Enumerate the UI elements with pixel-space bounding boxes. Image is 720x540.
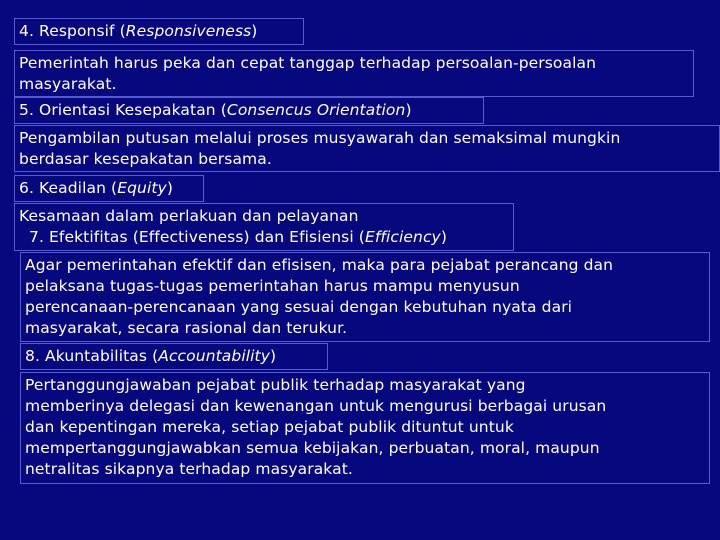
body-6-line-1: Kesamaan dalam perlakuan dan pelayanan (19, 207, 359, 225)
heading-8-text: 8. Akuntabilitas ( (25, 347, 159, 365)
heading-6: 6. Keadilan (Equity) (14, 175, 204, 202)
heading-5: 5. Orientasi Kesepakatan (Consencus Orientation) (14, 97, 484, 124)
body-5-line-1: Pengambilan putusan melalui proses musyawarah dan semaksimal mungkin (19, 129, 621, 147)
heading-6-text: 6. Keadilan ( (19, 179, 118, 197)
body-7-line-1: Agar pemerintahan efektif dan efisisen, maka para pejabat perancang dan (25, 256, 614, 274)
heading-4: 4. Responsif (Responsiveness) (14, 18, 304, 45)
heading-8: 8. Akuntabilitas (Accountability) (20, 343, 328, 370)
body-7-line-3: perencanaan-perencanaan yang sesuai dengan kebutuhan nyata dari (25, 298, 573, 316)
body-6 (14, 203, 514, 251)
heading-6-term: Equity (117, 179, 167, 197)
heading-5-text: 5. Orientasi Kesepakatan ( (19, 101, 227, 119)
body-5-line-2: berdasar kesepakatan bersama. (19, 150, 272, 168)
heading-7: 7. Efektifitas (Effectiveness) dan Efisiensi (Efficiency) (29, 228, 447, 246)
body-4 (14, 50, 694, 97)
heading-4-term: Responsiveness (125, 22, 252, 40)
body-7-line-2: pelaksana tugas-tugas pemerintahan harus mampu menyusun (25, 277, 520, 295)
body-4-line-2: masyarakat. (19, 75, 117, 93)
body-8-line-3: dan kepentingan mereka, setiap pejabat publik dituntut untuk (25, 418, 514, 436)
body-4-line-1: Pemerintah harus peka dan cepat tanggap terhadap persoalan-persoalan (19, 54, 597, 72)
body-8-line-5: netralitas sikapnya terhadap masyarakat. (25, 460, 353, 478)
body-5 (14, 125, 720, 172)
heading-5-term: Consencus Orientation (226, 101, 406, 119)
body-7-line-4: masyarakat, secara rasional dan terukur. (25, 319, 348, 337)
body-8-line-4: mempertanggungjawabkan semua kebijakan, perbuatan, moral, maupun (25, 439, 600, 457)
body-8-line-2: memberinya delegasi dan kewenangan untuk mengurusi berbagai urusan (25, 397, 607, 415)
heading-7-text: 7. Efektifitas (Effectiveness) dan Efisiensi ( (29, 228, 365, 246)
body-8 (20, 372, 710, 484)
heading-4-text: 4. Responsif ( (19, 22, 126, 40)
body-8-line-1: Pertanggungjawaban pejabat publik terhadap masyarakat yang (25, 376, 526, 394)
heading-8-term: Accountability (158, 347, 270, 365)
heading-7-term: Efficiency (364, 228, 441, 246)
body-7 (20, 252, 710, 342)
